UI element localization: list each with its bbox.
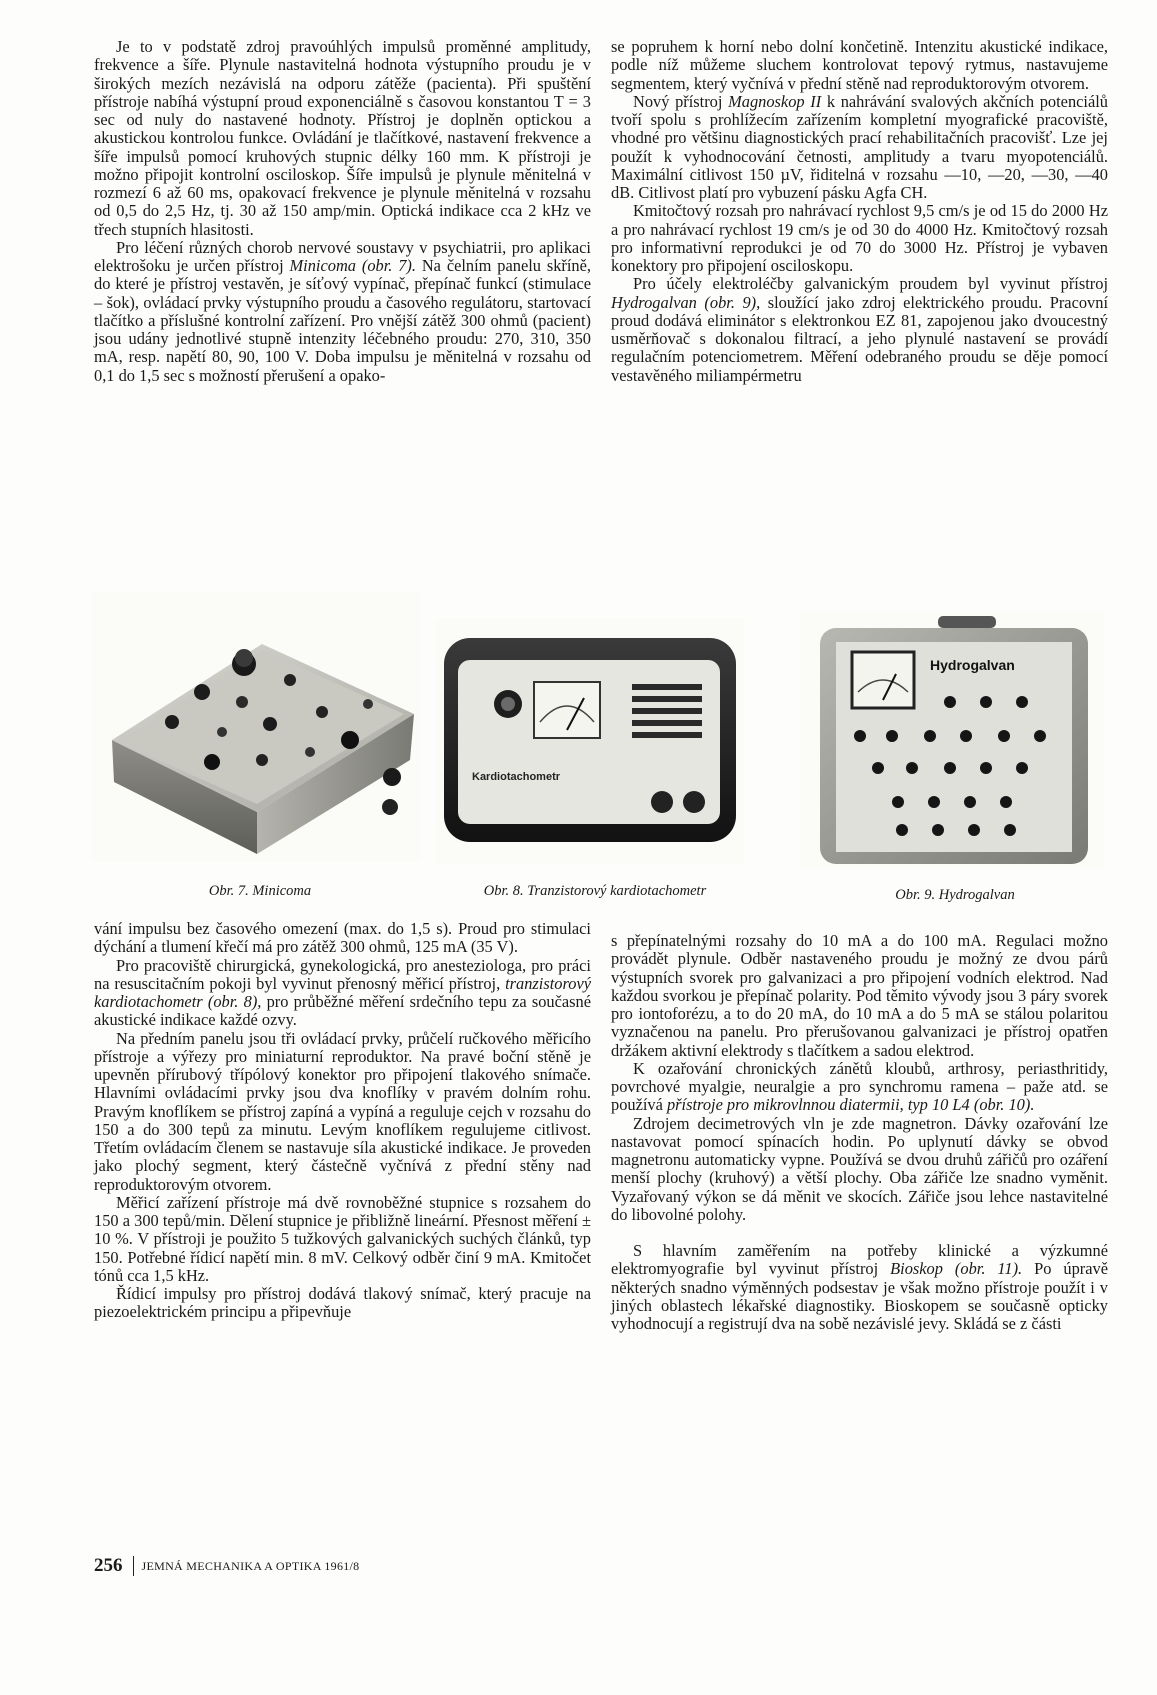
paragraph: Pro pracoviště chirurgická, gynekologická, pro anesteziologa, pro práci na resuscitačním pokoji byl vyvinut přenosný měřicí přístroj, tranzistorový kardiotachometr (obr. 8), pro průběžné měření srdečního tepu za současné akustické indikace každé ozvy. bbox=[94, 955, 592, 1030]
device-label: Kardiotachometr bbox=[472, 771, 561, 783]
figure-photo-kardiotachometr bbox=[436, 618, 744, 864]
paragraph: Měřicí zařízení přístroje má dvě rovnoběžné stupnice s rozsahem do 150 a 300 tepů/min. Dělení stupnice je přibližně lineární. Přesnost měření ± 10 %. V přístroji je použito 5 tužkových galvanických suchých článků, typ 150. Potřebné řídicí napětí min. 8 mV. Celkový odběr činí 9 mA. Kmitočet tónů cca 1,5 kHz. bbox=[94, 1192, 591, 1285]
text-column-bottom-left bbox=[94, 920, 591, 1322]
figure-reference: (obr. 9), bbox=[704, 292, 761, 312]
device-name: Bioskop bbox=[890, 1259, 943, 1279]
device-name: přístroje pro mikrovlnnou diatermii, typ 10 L4 bbox=[666, 1095, 970, 1115]
figure-reference: (obr. 7). bbox=[361, 256, 416, 275]
paragraph: Je to v podstatě zdroj pravoúhlých impulsů proměnné amplitudy, frekvence a šíře. Plynule nastavitelná hodnota výstupního proudu je v širokých mezích nezávislá na odporu zátěže (pacienta). Při spuštění přístroje nabíhá výstupní proud exponenciálně s časovou konstantou T = 3 sec od nuly do nastavené hodnoty. Přístroj je doplněn optickou a akustickou kontrolou funkce. Ovládání je tlačítkové, nastavení frekvence a šíře impulsů pomocí kruhových stupnic délky 160 mm. K přístroji je možno připojit kontrolní osciloskop. Šíře impulsů je plynule měnitelná v rozmezí 6 až 60 ms, opakovací frekvence je plynule měnitelná v rozsahu od 0,5 do 2,5 Hz, tj. 30 až 150 amp/min. Optická indikace cca 2 kHz ve třech stupních hlasitosti. bbox=[94, 37, 591, 239]
paragraph: Zdrojem decimetrových vln je zde magnetron. Dávky ozařování lze nastavovat pomocí spínacích hodin. Po uplynutí dávky se obvod magnetronu automaticky vypne. Používá se dvou druhů zářičů pro ozáření menší plochy (kruhový) a větší plochy. Oba zářiče lze snadno vyměnit. Vyzařovaný výkon se dá měnit ve skocích. Zářiče jsou lehce nastavitelné do libovolné polohy. bbox=[611, 1113, 1108, 1224]
figure-reference: (obr. 10). bbox=[973, 1095, 1035, 1115]
paragraph: Pro účely elektroléčby galvanickým proudem byl vyvinut přístroj Hydrogalvan (obr. 9), sloužící jako zdroj elektrického proudu. Pracovní proud dodává eliminátor s elektronkou EZ 81, zapojenou jako dvoucestný usměrňovač s dokonalou filtrací, a jeho plynulé nastavení se provádí regulačním potenciometrem. Měření odebraného proudu se děje pomocí vestavěného miliampérmetru bbox=[611, 274, 1108, 385]
figure-photo-minicoma bbox=[92, 592, 420, 862]
text-column-top-right bbox=[611, 38, 1108, 385]
figure-caption: Obr. 9. Hydrogalvan bbox=[895, 887, 1015, 903]
device-name: tranzistorový kardiotachometr bbox=[94, 973, 591, 1011]
paragraph: Pro léčení různých chorob nervové soustavy v psychiatrii, pro aplikaci elektrošoku je určen přístroj Minicoma (obr. 7). Na čelním panelu skříně, do které je přístroj vestavěn, je síťový vypínač, přepínač funkcí (stimulace – šok), ovládací prvky výstupního proudu a časového regulátoru, startovací tlačítko a příslušné kontrolní zařízení. Pro vnější zátěž 300 ohmů (pacient) jsou udány jednotlivé stupně intenzity léčebného proudu: 270, 310, 350 mA, resp. napětí 80, 90, 100 V. Doba impulsu je měnitelná v rozsahu od 0,1 do 1,5 sec s možností přerušení a opako- bbox=[94, 237, 592, 385]
device-name: Minicoma bbox=[289, 256, 356, 275]
device-label: Hydrogalvan bbox=[930, 657, 1015, 673]
paragraph: s přepínatelnými rozsahy do 10 mA a do 100 mA. Regulaci možno provádět plynule. Odběr nastaveného proudu je možný ze dvou párů výstupních svorek pro galvanizaci a pro připojení vodních elektrod. Nad každou svorkou je přepínač polarity. Pod těmito vývody jsou 3 páry svorek pro iontoforézu, a to do 20 mA, do 10 mA a do 5 mA se stálou polaritou vyznačenou na panelu. Pro přerušovanou galvanizaci je přístroj opatřen držákem aktivní elektrody s tlačítkem a sadou elektrod. bbox=[611, 931, 1108, 1060]
paragraph: vání impulsu bez časového omezení (max. do 1,5 s). Proud pro stimulaci dýchání a tlumení křečí má pro zátěž 300 ohmů, 125 mA (35 V). bbox=[94, 919, 591, 957]
figure-caption: Obr. 7. Minicoma bbox=[208, 883, 312, 899]
figure-reference: (obr. 8), bbox=[207, 992, 262, 1011]
paragraph-gap bbox=[611, 1224, 1108, 1242]
paragraph: Na předním panelu jsou tři ovládací prvky, průčelí ručkového měřicího přístroje a výřezy pro miniaturní reproduktor. Na pravé boční stěně je upevněn přírubový třípólový konektor pro připojení tlakového snímače. Hlavními ovládacími prvky jsou dva knoflíky v pravém dolním rohu. Pravým knoflíkem se přístroj zapíná a vypíná a reguluje cejch v rozsahu do 150 a do 300 tepů za minutu. Levým knoflíkem regulujeme citlivost. Třetím ovládacím členem se nastavuje síla akustické indikace. Je proveden jako plochý segment, který částečně vyčnívá z přední stěny nad reproduktorovým otvorem. bbox=[94, 1028, 591, 1194]
paragraph: S hlavním zaměřením na potřeby klinické a výzkumné elektromyografie byl vyvinut přístroj Bioskop (obr. 11). Po úpravě některých snadno výměnných podsestav je však možno přístroje použít i v jiných oblastech lékařské diagnostiky. Bioskopem se současně opticky vyhodnocují a registrují dva na sobě nezávislé jevy. Skládá se z části bbox=[611, 1241, 1108, 1333]
device-name: Magnoskop II bbox=[728, 91, 822, 111]
paragraph: Nový přístroj Magnoskop II k nahrávání svalových akčních potenciálů tvoří spolu s prohlížecím zařízením kompletní myografické pracoviště, vhodné pro většinu diagnostických prací rehabilitačních pracovišť. Lze jej použít k vyhodnocování četnosti, amplitudy a tvaru myopotenciálů. Maximální citlivost 150 µV, řiditelná v rozsahu —10, —20, —30, —40 dB. Citlivost platí pro vybuzení pásku Agfa CH. bbox=[611, 91, 1108, 202]
figure-photo-hydrogalvan bbox=[800, 612, 1104, 868]
journal-title: JEMNÁ MECHANIKA A OPTIKA 1961/8 bbox=[141, 1558, 360, 1573]
text-column-top-left bbox=[94, 38, 591, 385]
figure-caption: Obr. 8. Tranzistorový kardiotachometr bbox=[483, 883, 707, 899]
footer-divider bbox=[133, 1556, 134, 1576]
paragraph: Řídicí impulsy pro přístroj dodává tlakový snímač, který pracuje na piezoelektrickém principu a připevňuje bbox=[94, 1284, 591, 1322]
figure-reference: (obr. 11). bbox=[954, 1259, 1023, 1279]
page-number: 256 bbox=[94, 1555, 123, 1576]
device-name: Hydrogalvan bbox=[611, 292, 697, 312]
paragraph: se popruhem k horní nebo dolní končetině. Intenzitu akustické indikace, podle níž můžeme sluchem kontrolovat tepový rytmus, nastavujeme segmentem, který vyčnívá v přední stěně nad reproduktorovým otvorem. bbox=[611, 37, 1108, 93]
paragraph: Kmitočtový rozsah pro nahrávací rychlost 9,5 cm/s je od 15 do 2000 Hz a pro nahrávací rychlost 19 cm/s je od 30 do 4000 Hz. Kmitočtový rozsah pro informativní reprodukci je od 70 do 3000 Hz. Přístroj je vybaven konektory pro připojení osciloskopu. bbox=[611, 201, 1108, 275]
page-footer bbox=[94, 1554, 359, 1578]
kardiotachometr-device-image bbox=[436, 618, 744, 864]
minicoma-device-image bbox=[92, 592, 420, 862]
hydrogalvan-device-image bbox=[800, 612, 1104, 868]
text-column-bottom-right bbox=[611, 932, 1108, 1333]
paragraph: K ozařování chronických zánětů kloubů, arthrosy, periasthritidy, povrchové myalgie, neuralgie a pro synchromu ramena – paže atd. se používá přístroje pro mikrovlnnou diatermii, typ 10 L4 (obr. 10). bbox=[611, 1058, 1108, 1115]
